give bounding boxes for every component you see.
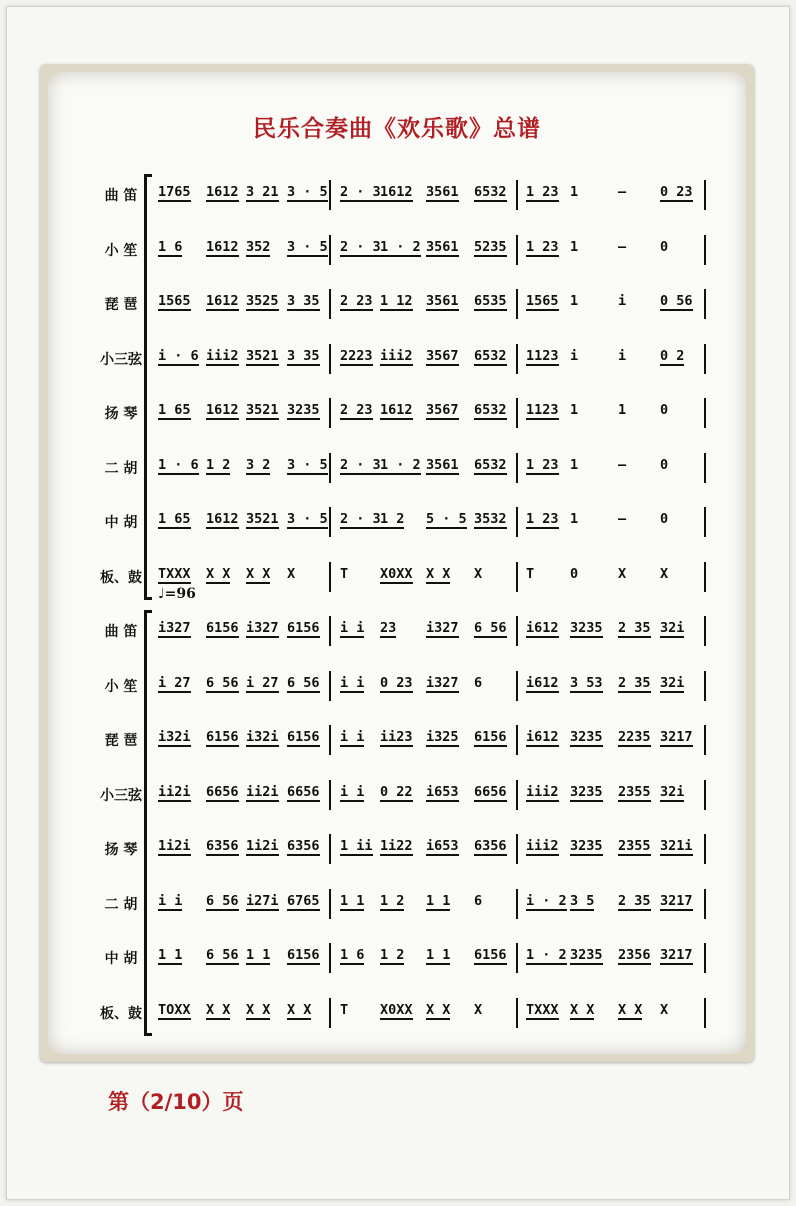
barline <box>516 834 518 864</box>
end-barline <box>704 344 706 374</box>
note-group: i · 2 <box>526 892 567 909</box>
note-group: X <box>474 1001 483 1018</box>
note-group: 6 <box>474 892 483 909</box>
note-group: i27i <box>246 892 279 909</box>
note-group: 6535 <box>474 293 507 309</box>
note-group: 3235 <box>570 838 603 854</box>
note-group: 6 56 <box>206 892 239 909</box>
instrument-label: 小 笙 <box>104 242 138 259</box>
instrument-label: 板、鼓 <box>100 1005 142 1022</box>
note-group: i327 <box>158 620 191 636</box>
note-group: 1 <box>570 293 579 309</box>
note-group: X X <box>246 1001 271 1018</box>
barline <box>329 562 331 592</box>
note-group: i653 <box>426 783 459 800</box>
note-group: 6156 <box>287 729 320 745</box>
note-group: TXXX <box>526 1001 559 1018</box>
note-group: 3235 <box>570 947 603 963</box>
end-barline <box>704 834 706 864</box>
note-group: 352 <box>246 238 271 255</box>
note-group: 32i <box>660 620 685 636</box>
staff-row <box>40 289 754 319</box>
note-group: 0 23 <box>380 674 413 691</box>
note-group: 2355 <box>618 783 651 800</box>
note-group: 3 21 <box>246 184 279 200</box>
staff-row <box>40 562 754 592</box>
staff-row <box>40 344 754 374</box>
note-group: 3235 <box>570 620 603 636</box>
note-group: 1 <box>570 238 579 255</box>
note-group: 3521 <box>246 511 279 527</box>
note-group: 6356 <box>287 838 320 854</box>
instrument-label: 二 胡 <box>104 896 138 913</box>
note-group: ii2i <box>158 783 191 800</box>
note-group: 3 · 5 <box>287 456 328 473</box>
note-group: X X <box>426 1001 451 1018</box>
note-group: 3 2 <box>246 456 271 473</box>
note-group: 3 · 5 <box>287 238 328 255</box>
note-group: 1612 <box>380 184 413 200</box>
note-group: 6156 <box>287 620 320 636</box>
note-group: 3235 <box>287 402 320 418</box>
note-group: 1 2 <box>206 456 231 473</box>
note-group: 1 · 2 <box>380 238 421 255</box>
note-group: 321i <box>660 838 693 854</box>
note-group: 1 1 <box>158 947 183 963</box>
note-group: 1 2 <box>380 892 405 909</box>
note-group: 1 23 <box>526 511 559 527</box>
instrument-label: 曲 笛 <box>104 624 138 640</box>
note-group: i <box>618 347 627 364</box>
note-group: 3561 <box>426 456 459 473</box>
tempo-mark: ♩=96 <box>158 586 196 602</box>
note-group: 3567 <box>426 402 459 418</box>
note-group: X <box>660 565 669 582</box>
instrument-label: 扬 琴 <box>104 406 138 422</box>
instrument-label: 琵 琶 <box>104 297 138 313</box>
note-group: i612 <box>526 674 559 691</box>
note-group: X <box>618 565 627 582</box>
note-group: 1 1 <box>246 947 271 963</box>
note-group: – <box>618 184 627 200</box>
note-group: 2235 <box>618 729 651 745</box>
note-group: 3532 <box>474 511 507 527</box>
note-group: i <box>570 347 579 364</box>
note-group: 6656 <box>206 783 239 800</box>
note-group: 0 22 <box>380 783 413 800</box>
note-group: 6 56 <box>474 620 507 636</box>
note-group: 23 <box>380 620 397 636</box>
note-group: 2 · 3 <box>340 511 381 527</box>
note-group: 6532 <box>474 184 507 200</box>
staff-row <box>40 725 754 755</box>
note-group: 2355 <box>618 838 651 854</box>
end-barline <box>704 998 706 1028</box>
end-barline <box>704 562 706 592</box>
note-group: 0 <box>660 456 669 473</box>
instrument-label: 小 笙 <box>104 678 138 695</box>
note-group: ii2i <box>246 783 279 800</box>
barline <box>516 453 518 483</box>
note-group: 3217 <box>660 729 693 745</box>
note-group: 3561 <box>426 293 459 309</box>
barline <box>516 889 518 919</box>
note-group: 1 <box>618 402 627 418</box>
note-group: 0 2 <box>660 347 685 364</box>
note-group: 1 <box>570 402 579 418</box>
note-group: 6532 <box>474 402 507 418</box>
note-group: 0 <box>660 402 669 418</box>
note-group: X <box>474 565 483 582</box>
instrument-label: 曲 笛 <box>104 188 138 204</box>
barline <box>516 562 518 592</box>
note-group: 1612 <box>206 402 239 418</box>
barline <box>516 398 518 428</box>
score-title: 民乐合奏曲《欢乐歌》总谱 <box>253 116 541 142</box>
note-group: X X <box>618 1001 643 1018</box>
note-group: 3521 <box>246 347 279 364</box>
note-group: i i <box>340 674 365 691</box>
page-indicator: 第（2/10）页 <box>108 1090 244 1114</box>
note-group: 2 · 3 <box>340 184 381 200</box>
note-group: 5235 <box>474 238 507 255</box>
staff-row <box>40 507 754 537</box>
note-group: 6532 <box>474 456 507 473</box>
note-group: 1 23 <box>526 238 559 255</box>
note-group: i327 <box>426 674 459 691</box>
barline <box>329 507 331 537</box>
note-group: 6765 <box>287 892 320 909</box>
note-group: i612 <box>526 729 559 745</box>
note-group: 6532 <box>474 347 507 364</box>
note-group: i32i <box>158 729 191 745</box>
instrument-label: 二 胡 <box>104 460 138 477</box>
note-group: 2 · 3 <box>340 238 381 255</box>
note-group: 6 56 <box>287 674 320 691</box>
instrument-label: 中 胡 <box>104 515 138 531</box>
note-group: 1 1 <box>426 947 451 963</box>
end-barline <box>704 671 706 701</box>
note-group: T <box>340 565 349 582</box>
note-group: X X <box>206 1001 231 1018</box>
note-group: 1123 <box>526 402 559 418</box>
note-group: 1 <box>570 511 579 527</box>
note-group: i325 <box>426 729 459 745</box>
note-group: 1 <box>570 456 579 473</box>
note-group: 1 · 6 <box>158 456 199 473</box>
note-group: i327 <box>246 620 279 636</box>
staff-row <box>40 671 754 701</box>
note-group: 3561 <box>426 238 459 255</box>
note-group: 3 · 5 <box>287 184 328 200</box>
end-barline <box>704 398 706 428</box>
note-group: 1 · 2 <box>380 456 421 473</box>
barline <box>329 943 331 973</box>
note-group: 1 6 <box>340 947 365 963</box>
note-group: 32i <box>660 674 685 691</box>
note-group: 1 <box>570 184 579 200</box>
note-group: 2356 <box>618 947 651 963</box>
note-group: 2 23 <box>340 293 373 309</box>
note-group: iii2 <box>526 783 559 800</box>
staff-row <box>40 398 754 428</box>
note-group: 6156 <box>474 729 507 745</box>
note-group: TXXX <box>158 565 191 582</box>
note-group: X <box>660 1001 669 1018</box>
note-group: i <box>618 293 627 309</box>
note-group: 1 12 <box>380 293 413 309</box>
barline <box>329 453 331 483</box>
note-group: 6156 <box>287 947 320 963</box>
note-group: 1i22 <box>380 838 413 854</box>
note-group: i · 6 <box>158 347 199 364</box>
note-group: 1i2i <box>158 838 191 854</box>
note-group: i i <box>340 783 365 800</box>
note-group: i i <box>340 620 365 636</box>
note-group: 0 <box>570 565 579 582</box>
staff-row <box>40 998 754 1028</box>
note-group: 2 35 <box>618 674 651 691</box>
end-barline <box>704 235 706 265</box>
note-group: 3217 <box>660 947 693 963</box>
note-group: 3521 <box>246 402 279 418</box>
barline <box>516 780 518 810</box>
note-group: 3 35 <box>287 293 320 309</box>
note-group: 6 56 <box>206 674 239 691</box>
note-group: 0 <box>660 238 669 255</box>
staff-row <box>40 235 754 265</box>
note-group: X X <box>287 1001 312 1018</box>
note-group: 6156 <box>206 620 239 636</box>
note-group: 6656 <box>474 783 507 800</box>
note-group: 3235 <box>570 783 603 800</box>
note-group: X <box>287 565 296 582</box>
staff-row <box>40 453 754 483</box>
note-group: 3 35 <box>287 347 320 364</box>
barline <box>516 180 518 210</box>
note-group: X X <box>246 565 271 582</box>
instrument-label: 小三弦 <box>100 787 142 804</box>
note-group: 1612 <box>380 402 413 418</box>
note-group: 5 · 5 <box>426 511 467 527</box>
note-group: 1 6 <box>158 238 183 255</box>
barline <box>516 344 518 374</box>
barline <box>329 344 331 374</box>
note-group: 1 65 <box>158 402 191 418</box>
note-group: 1612 <box>206 293 239 309</box>
note-group: 1 2 <box>380 947 405 963</box>
note-group: 3217 <box>660 892 693 909</box>
note-group: T <box>340 1001 349 1018</box>
note-group: iii2 <box>380 347 413 364</box>
end-barline <box>704 453 706 483</box>
note-group: 1 · 2 <box>526 947 567 963</box>
note-group: 1 23 <box>526 184 559 200</box>
end-barline <box>704 289 706 319</box>
note-group: 1612 <box>206 184 239 200</box>
instrument-label: 板、鼓 <box>100 569 142 586</box>
note-group: i 27 <box>158 674 191 691</box>
note-group: 3 5 <box>570 892 595 909</box>
note-group: 1565 <box>526 293 559 309</box>
note-group: i612 <box>526 620 559 636</box>
staff-row <box>40 834 754 864</box>
note-group: ii23 <box>380 729 413 745</box>
note-group: – <box>618 238 627 255</box>
end-barline <box>704 943 706 973</box>
barline <box>329 235 331 265</box>
note-group: 6156 <box>206 729 239 745</box>
barline <box>329 780 331 810</box>
staff-row <box>40 616 754 646</box>
barline <box>516 235 518 265</box>
barline <box>329 616 331 646</box>
end-barline <box>704 616 706 646</box>
note-group: iii2 <box>526 838 559 854</box>
note-group: i 27 <box>246 674 279 691</box>
note-group: i i <box>340 729 365 745</box>
end-barline <box>704 180 706 210</box>
note-group: X0XX <box>380 1001 413 1018</box>
note-group: 0 <box>660 511 669 527</box>
note-group: – <box>618 511 627 527</box>
instrument-label: 扬 琴 <box>104 842 138 858</box>
note-group: 1765 <box>158 184 191 200</box>
barline <box>329 289 331 319</box>
note-group: i32i <box>246 729 279 745</box>
barline <box>516 725 518 755</box>
score-card <box>40 64 754 1062</box>
barline <box>329 398 331 428</box>
instrument-label: 小三弦 <box>100 351 142 368</box>
barline <box>516 616 518 646</box>
note-group: 3 · 5 <box>287 511 328 527</box>
note-group: X X <box>570 1001 595 1018</box>
end-barline <box>704 780 706 810</box>
note-group: – <box>618 456 627 473</box>
note-group: i327 <box>426 620 459 636</box>
note-group: 2223 <box>340 347 373 364</box>
note-group: X X <box>426 565 451 582</box>
note-group: i653 <box>426 838 459 854</box>
note-group: 32i <box>660 783 685 800</box>
note-group: 1612 <box>206 511 239 527</box>
staff-row <box>40 780 754 810</box>
note-group: 0 56 <box>660 293 693 309</box>
instrument-label: 中 胡 <box>104 951 138 967</box>
barline <box>329 725 331 755</box>
note-group: 0 23 <box>660 184 693 200</box>
note-group: 3 53 <box>570 674 603 691</box>
barline <box>329 998 331 1028</box>
barline <box>329 834 331 864</box>
note-group: 2 23 <box>340 402 373 418</box>
note-group: 1612 <box>206 238 239 255</box>
barline <box>516 998 518 1028</box>
note-group: 1565 <box>158 293 191 309</box>
note-group: 3567 <box>426 347 459 364</box>
note-group: 6156 <box>474 947 507 963</box>
barline <box>329 671 331 701</box>
note-group: 1i2i <box>246 838 279 854</box>
note-group: 6 56 <box>206 947 239 963</box>
note-group: 6656 <box>287 783 320 800</box>
note-group: 3525 <box>246 293 279 309</box>
end-barline <box>704 889 706 919</box>
instrument-label: 琵 琶 <box>104 733 138 749</box>
staff-row <box>40 889 754 919</box>
note-group: T <box>526 565 535 582</box>
barline <box>516 507 518 537</box>
note-group: 1 1 <box>340 892 365 909</box>
end-barline <box>704 507 706 537</box>
note-group: 2 35 <box>618 620 651 636</box>
barline <box>329 889 331 919</box>
note-group: 3561 <box>426 184 459 200</box>
note-group: 2 · 3 <box>340 456 381 473</box>
staff-row <box>40 943 754 973</box>
note-group: 1123 <box>526 347 559 364</box>
note-group: 6 <box>474 674 483 691</box>
note-group: 1 1 <box>426 892 451 909</box>
note-group: 6356 <box>474 838 507 854</box>
note-group: 6356 <box>206 838 239 854</box>
note-group: 1 ii <box>340 838 373 854</box>
note-group: X X <box>206 565 231 582</box>
note-group: 1 65 <box>158 511 191 527</box>
note-group: 1 2 <box>380 511 405 527</box>
note-group: X0XX <box>380 565 413 582</box>
staff-row <box>40 180 754 210</box>
note-group: 3235 <box>570 729 603 745</box>
note-group: iii2 <box>206 347 239 364</box>
note-group: 1 23 <box>526 456 559 473</box>
note-group: 2 35 <box>618 892 651 909</box>
barline <box>516 289 518 319</box>
end-barline <box>704 725 706 755</box>
barline <box>516 943 518 973</box>
note-group: TOXX <box>158 1001 191 1018</box>
barline <box>329 180 331 210</box>
barline <box>516 671 518 701</box>
note-group: i i <box>158 892 183 909</box>
